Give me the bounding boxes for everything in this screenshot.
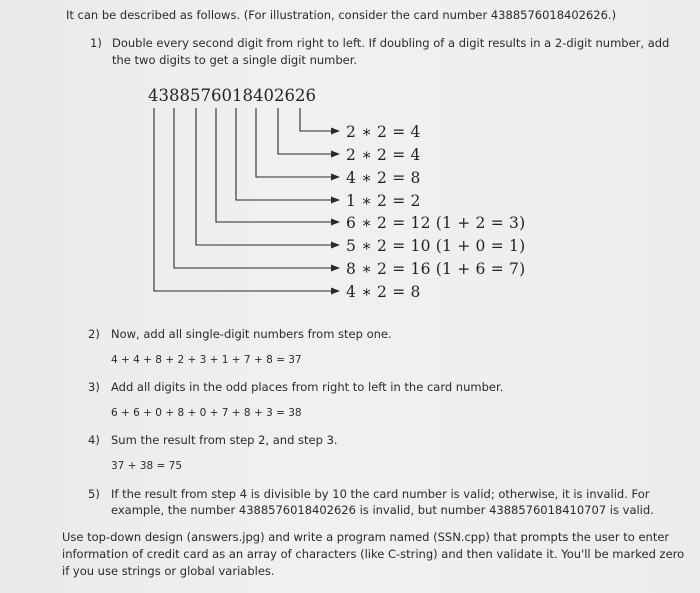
step2-number: 2) <box>88 327 100 341</box>
arrowhead <box>331 174 340 181</box>
step2-text: Now, add all single-digit numbers from step one. <box>111 327 392 341</box>
equation-line: 4 ∗ 2 = 8 <box>346 283 421 301</box>
step3-calc: 6 + 6 + 0 + 8 + 0 + 7 + 8 + 3 = 38 <box>111 407 302 419</box>
intro-text: It can be described as follows. (For illustration, consider the card number 4388576018402626.) <box>66 8 617 22</box>
equation-line: 1 ∗ 2 = 2 <box>346 192 421 210</box>
step4-text: Sum the result from step 2, and step 3. <box>111 433 338 447</box>
connector-line <box>174 108 332 268</box>
closing-line1: Use top-down design (answers.jpg) and write a program named (SSN.cpp) that prompts the user to enter <box>62 530 670 544</box>
closing-line2: information of credit card as an array of characters (like C-string) and then validate it. You'll be marked zero <box>62 547 685 561</box>
arrowhead <box>331 219 340 226</box>
arrowhead <box>331 151 340 158</box>
step5-line1: If the result from step 4 is divisible by 10 the card number is valid; otherwise, it is invalid. For <box>111 487 650 501</box>
step5-number: 5) <box>88 487 100 501</box>
arrowhead <box>331 265 340 272</box>
arrowhead <box>331 242 340 249</box>
step3-text: Add all digits in the odd places from right to left in the card number. <box>111 380 504 394</box>
arrowhead <box>331 128 340 135</box>
equation-line: 2 ∗ 2 = 4 <box>346 146 421 164</box>
step3-number: 3) <box>88 380 100 394</box>
step4-number: 4) <box>88 433 100 447</box>
closing-line3: if you use strings or global variables. <box>62 564 275 578</box>
step5-line2: example, the number 4388576018402626 is invalid, but number 4388576018410707 is valid. <box>111 503 654 517</box>
equation-line: 5 ∗ 2 = 10 (1 + 0 = 1) <box>346 237 526 255</box>
arrowhead <box>331 288 340 295</box>
equation-line: 8 ∗ 2 = 16 (1 + 6 = 7) <box>346 260 526 278</box>
step4-calc: 37 + 38 = 75 <box>111 460 183 472</box>
step1-text: Double every second digit from right to left. If doubling of a digit results in a 2-digit number, add the two digits to get a single digit number. <box>112 36 670 67</box>
connector-line <box>216 108 332 222</box>
equation-line: 4 ∗ 2 = 8 <box>346 169 421 187</box>
equation-line: 6 ∗ 2 = 12 (1 + 2 = 3) <box>346 214 526 232</box>
connector-line <box>300 108 332 131</box>
arrowhead <box>331 197 340 204</box>
step2-calc: 4 + 4 + 8 + 2 + 3 + 1 + 7 + 8 = 37 <box>111 354 302 366</box>
equation-line: 2 ∗ 2 = 4 <box>346 123 421 141</box>
step1-number: 1) <box>90 36 102 50</box>
card-number: 4388576018402626 <box>148 86 316 105</box>
connector-line <box>256 108 332 177</box>
